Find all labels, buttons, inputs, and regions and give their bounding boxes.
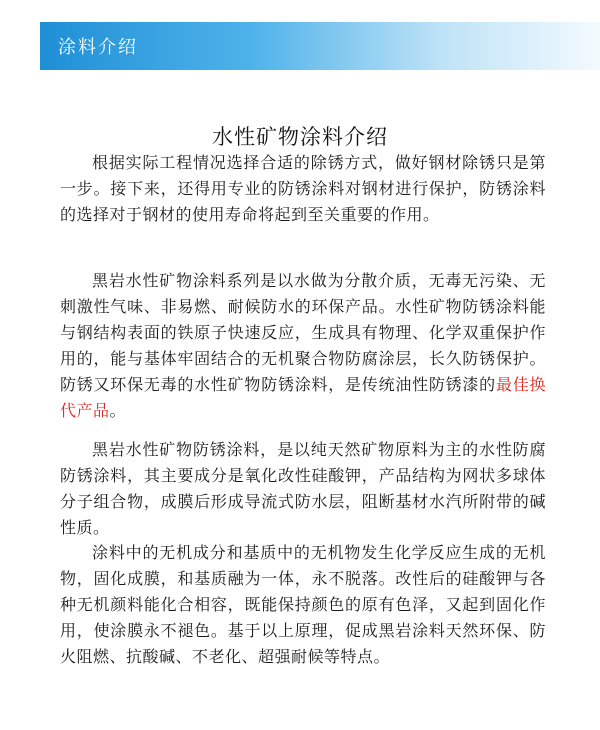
paragraph-1: 根据实际工程情况选择合适的除锈方式，做好钢材除锈只是第一步。接下来，还得用专业的防锈涂料对钢材进行保护，防锈涂料的选择对于钢材的使用寿命将起到至关重要的作用。 [60,153,546,224]
section-banner [40,22,600,70]
highlight-text: 最佳换代产品 [60,375,546,420]
paragraph-2-text: 黑岩水性矿物涂料系列是以水做为分散介质，无毒无污染、无刺激性气味、非易燃、耐候防水的环保产品。水性矿物防锈涂料能与钢结构表面的铁原子快速反应，生成具有物理、化学双重保护作用的，能与基体牢固结合的无机聚合物防腐涂层，长久防锈保护。防锈又环保无毒的水性矿物防锈涂料，是传统油性防锈漆的 [60,271,546,394]
paragraph-2-suffix: 。 [109,401,127,420]
paragraph-2 [60,268,546,424]
paragraph-3: 黑岩水性矿物防锈涂料，是以纯天然矿物原料为主的水性防腐防锈涂料，其主要成分是氧化改性硅酸钾，产品结构为网状多球体分子组合物，成膜后形成导流式防水层，阻断基材水汽所附带的碱性质。 [60,440,546,537]
section-title: 涂料介绍 [58,37,138,58]
paragraph-4: 涂料中的无机成分和基质中的无机物发生化学反应生成的无机物，固化成膜，和基质融为一体，永不脱落。改性后的硅酸钾与各种无机颜料能化合相容，既能保持颜色的原有色泽，又起到固化作用，使涂膜永不褪色。基于以上原理，促成黑岩涂料天然环保、防火阻燃、抗酸碱、不老化、超强耐候等特点。 [60,543,546,666]
article-title: 水性矿物涂料介绍 [212,125,388,149]
